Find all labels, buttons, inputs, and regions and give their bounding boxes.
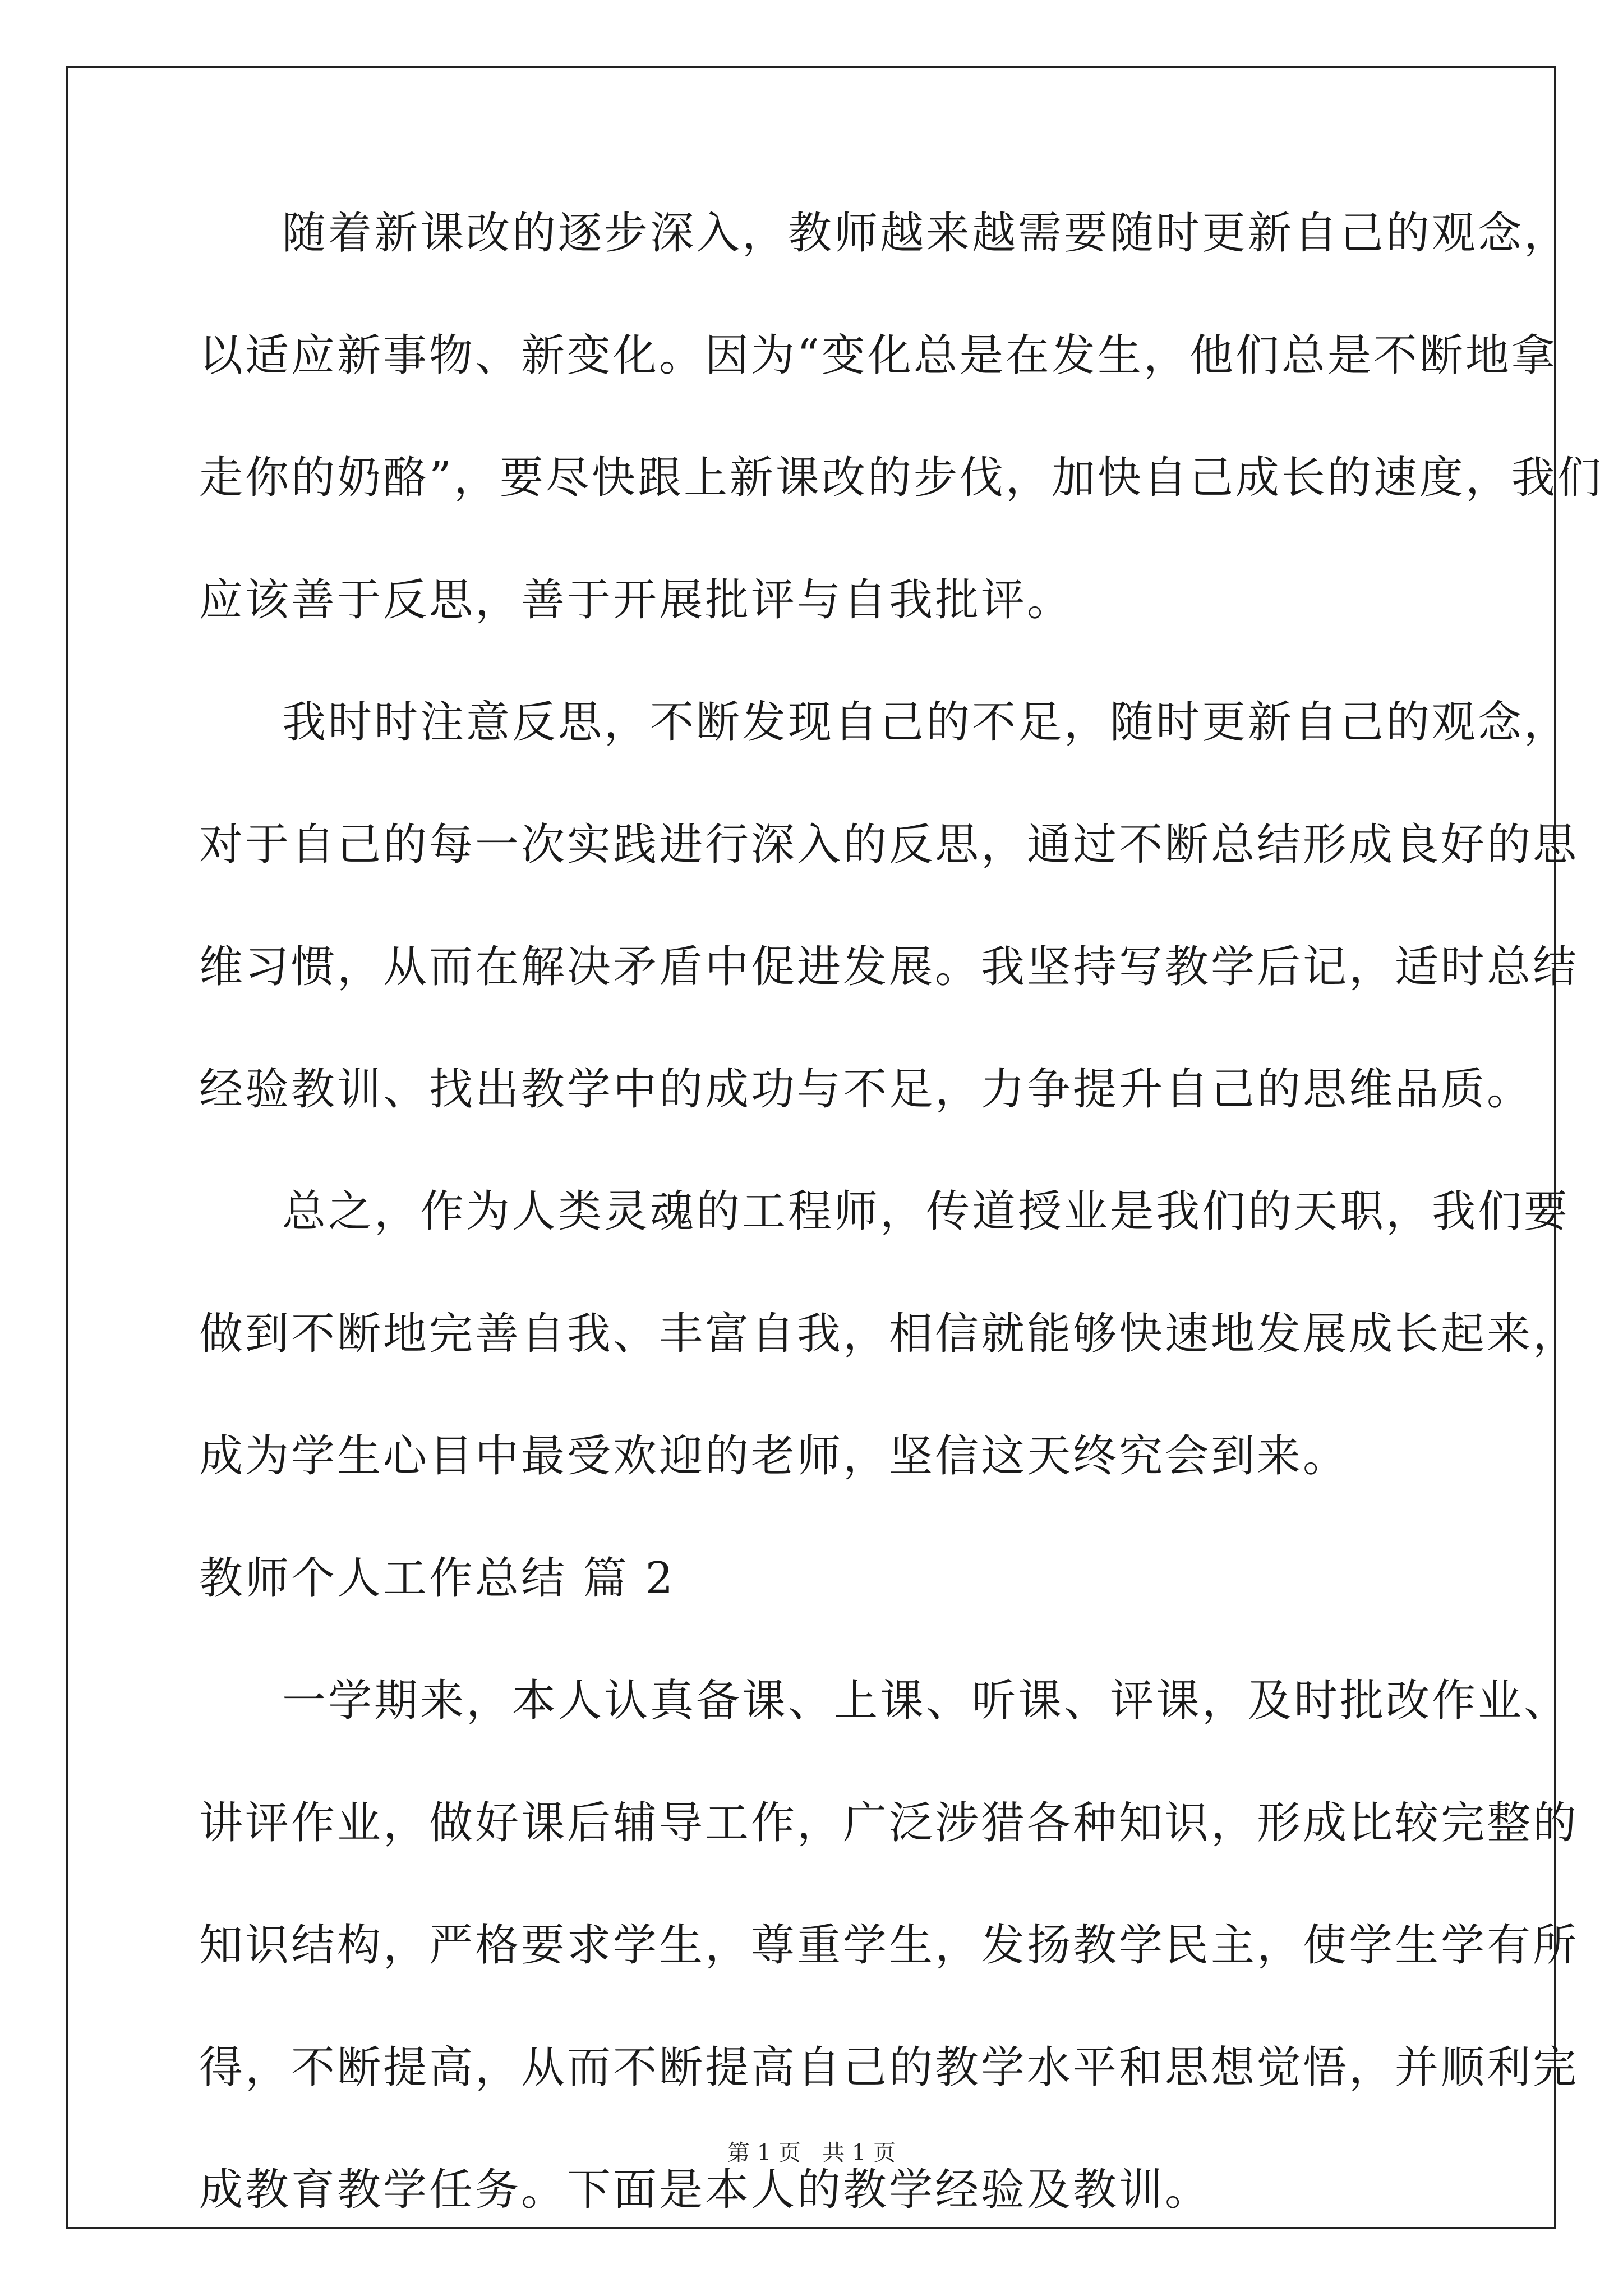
page-footer: 第 1 页 共 1 页 [727, 2140, 896, 2166]
page-border [66, 66, 1556, 2229]
